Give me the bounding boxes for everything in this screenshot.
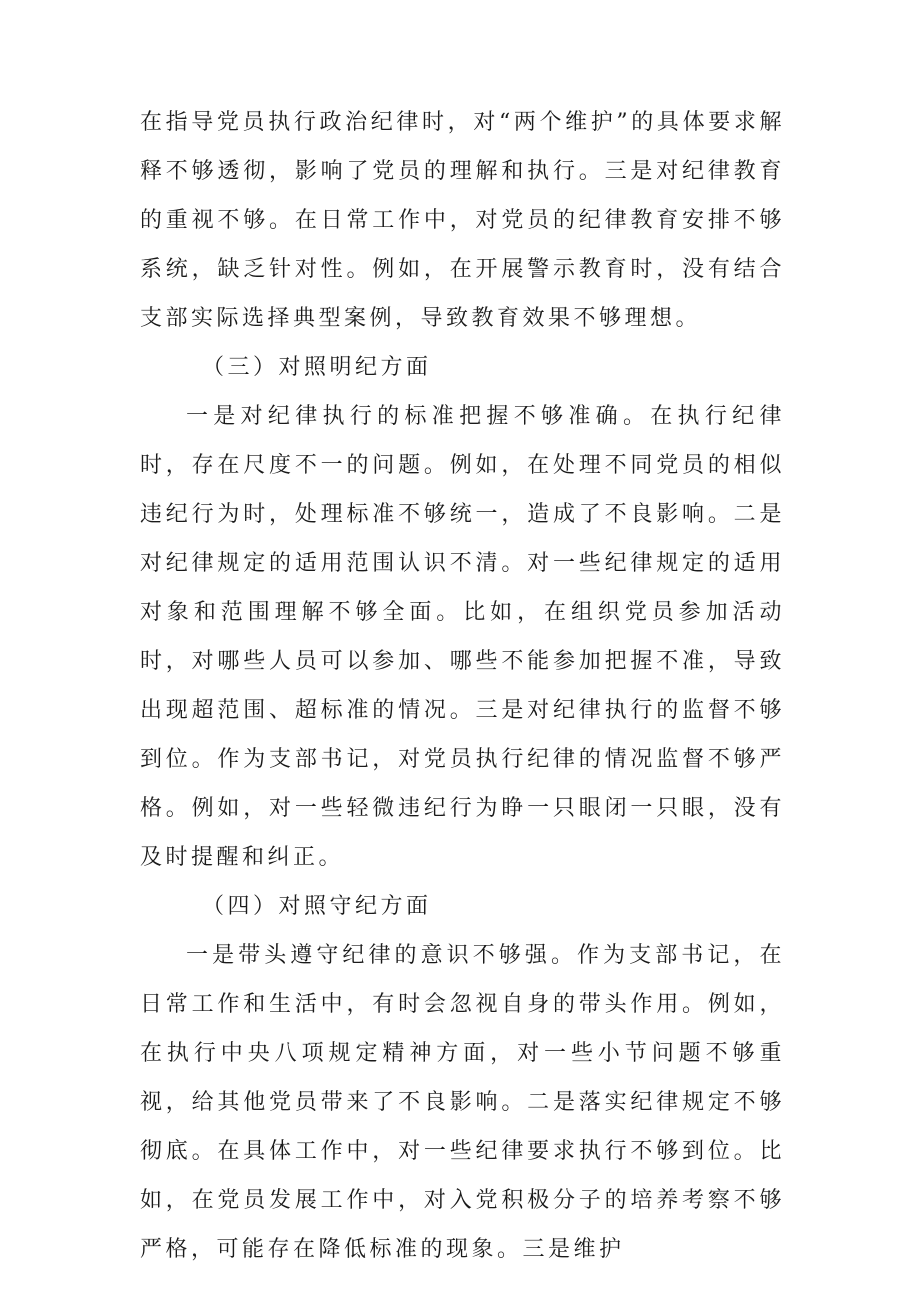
document-body <box>140 98 785 1274</box>
paragraph-shouji: 一是带头遵守纪律的意识不够强。作为支部书记，在日常工作和生活中，有时会忽视自身的带头作用。例如，在执行中央八项规定精神方面，对一些小节问题不够重视，给其他党员带来了不良影响。二是落实纪律规定不够彻底。在具体工作中，对一些纪律要求执行不够到位。比如，在党员发展工作中，对入党积极分子的培养考察不够严格，可能存在降低标准的现象。三是维护 <box>140 943 785 1262</box>
paragraph-continuation: 在指导党员执行政治纪律时，对“两个维护”的具体要求解释不够透彻，影响了党员的理解和执行。三是对纪律教育的重视不够。在日常工作中，对党员的纪律教育安排不够系统，缺乏针对性。例如，在开展警示教育时，没有结合支部实际选择典型案例，导致教育效果不够理想。 <box>140 110 785 331</box>
section-heading-4: （四）对照守纪方面 <box>202 894 432 919</box>
section-heading-3: （三）对照明纪方面 <box>202 355 432 380</box>
paragraph-mingji: 一是对纪律执行的标准把握不够准确。在执行纪律时，存在尺度不一的问题。例如，在处理不同党员的相似违纪行为时，处理标准不够统一，造成了不良影响。二是对纪律规定的适用范围认识不清。对一些纪律规定的适用对象和范围理解不够全面。比如，在组织党员参加活动时，对哪些人员可以参加、哪些不能参加把握不准，导致出现超范围、超标准的情况。三是对纪律执行的监督不够到位。作为支部书记，对党员执行纪律的情况监督不够严格。例如，对一些轻微违纪行为睁一只眼闭一只眼，没有及时提醒和纠正。 <box>140 404 785 870</box>
